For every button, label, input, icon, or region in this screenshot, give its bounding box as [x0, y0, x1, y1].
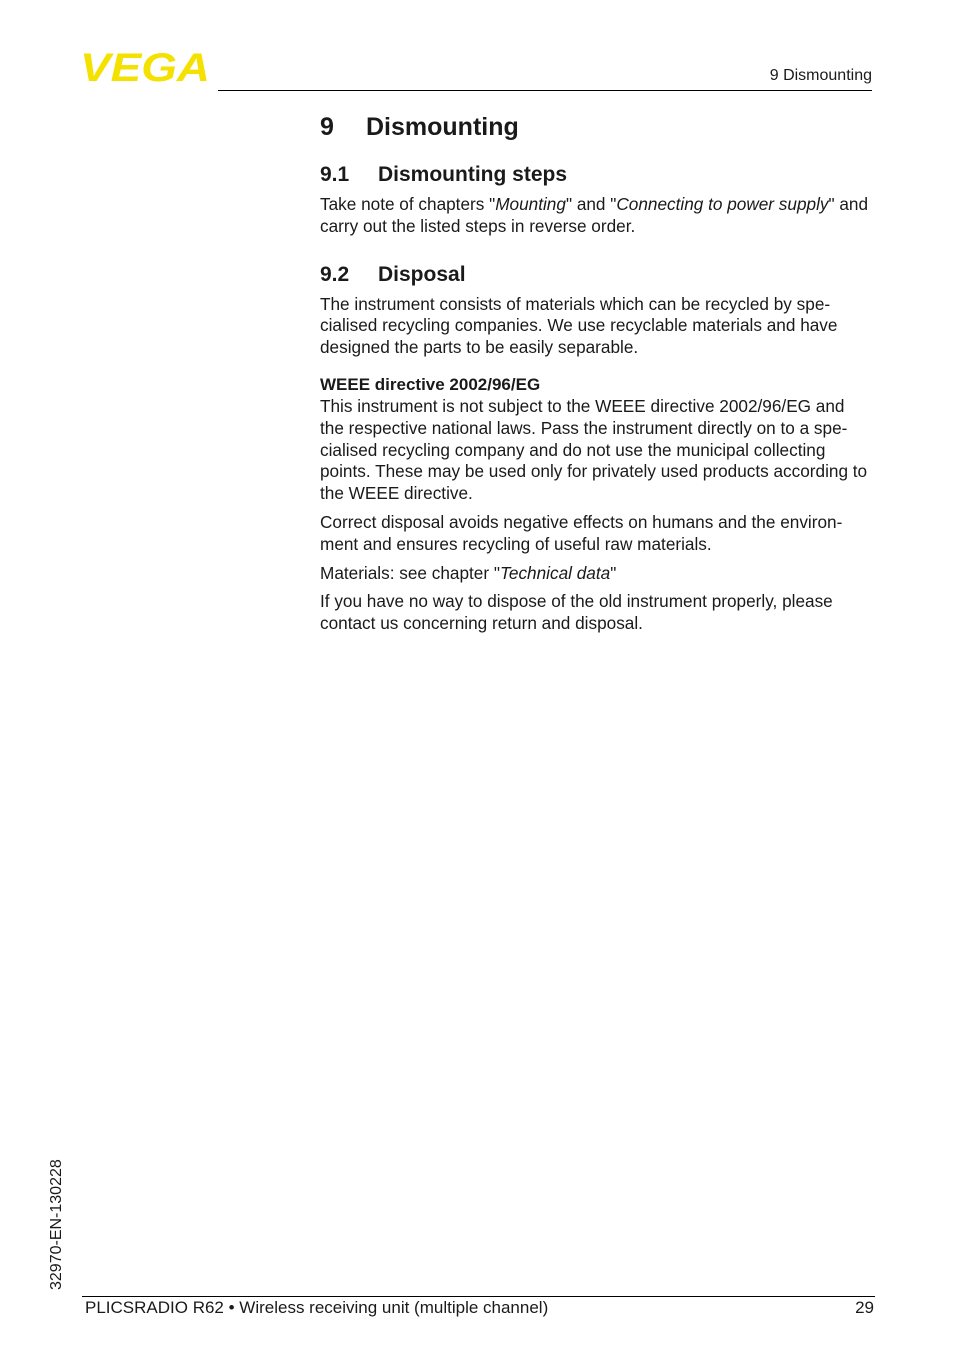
section-title: Dismounting steps	[378, 163, 568, 186]
weee-paragraph: This instrument is not subject to the WEEE directive 2002/96/EG and the respective national laws. Pass the instrument directly on to a spe-cialised recycling company and do not use the municipal collecting points. These may be used only for privately used products according to the WEEE directive.	[320, 395, 868, 504]
text-run: " and "	[565, 194, 617, 214]
header-rule	[218, 90, 872, 91]
page-number: 29	[855, 1298, 874, 1317]
section-number: 9.2	[320, 262, 350, 286]
footer-title: PLICSRADIO R62 • Wireless receiving unit (multiple channel)	[85, 1298, 549, 1317]
chapter-heading	[320, 108, 872, 146]
section-heading-9-2	[320, 260, 872, 290]
chapter-title: Dismounting	[366, 113, 519, 141]
contact-paragraph: If you have no way to dispose of the old instrument properly, please contact us concerning return and disposal.	[320, 591, 833, 634]
section-number: 9.1	[320, 163, 350, 186]
correct-disposal-paragraph: Correct disposal avoids negative effects on humans and the environ-ment and ensures recycling of useful raw materials.	[320, 511, 843, 554]
footer-rule	[82, 1296, 875, 1297]
materials-paragraph	[320, 563, 872, 585]
section-title: Disposal	[378, 262, 466, 286]
text-run: Materials: see chapter "	[320, 562, 500, 583]
vega-logo-text: VEGA	[80, 50, 210, 84]
chapter-number: 9	[320, 113, 334, 141]
disposal-intro-paragraph: The instrument consists of materials which can be recycled by spe-cialised recycling companies. We use recyclable materials and have designed the parts to be easily separable.	[320, 293, 838, 358]
running-head: 9 Dismounting	[769, 67, 872, 84]
text-run: "	[610, 562, 617, 583]
vega-logo	[80, 50, 212, 84]
weee-heading: WEEE directive 2002/96/EG	[320, 374, 541, 394]
main-content	[320, 108, 872, 635]
document-code: 32970-EN-130228	[48, 1159, 65, 1290]
chapter-reference: Technical data	[499, 562, 611, 583]
chapter-reference: Mounting	[495, 194, 566, 214]
dismounting-steps-paragraph	[320, 194, 872, 238]
section-heading-9-1	[320, 160, 872, 190]
text-run: Take note of chapters "	[320, 194, 496, 214]
chapter-reference: Connecting to power supply	[616, 194, 829, 214]
text-run: " and carry out the listed steps in reverse order.	[320, 194, 869, 236]
